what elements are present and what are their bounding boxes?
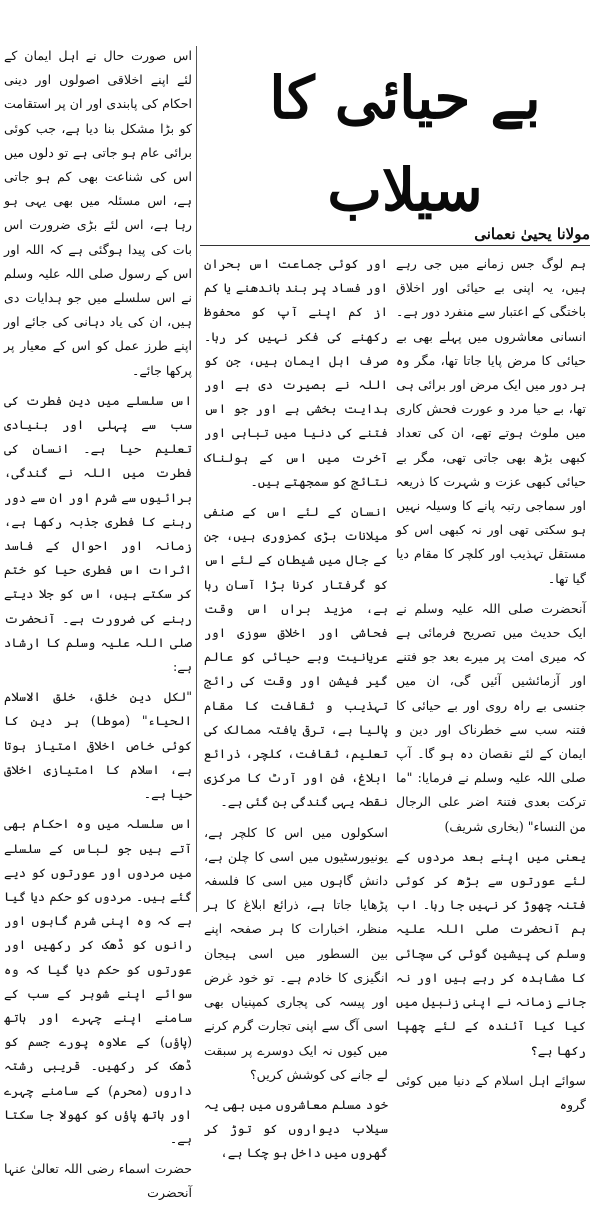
middle-column bbox=[204, 252, 388, 1161]
byline-divider bbox=[200, 245, 590, 246]
left-paragraph-2: اس سلسلے میں دین فطرت کی سب سے پہلی اور بنیادی تعلیم حیا ہے۔ انسان کی فطرت میں اللہ نے گندگی، برائیوں سے شرم اور ان سے دور رہنے کا فطری جذبہ رکھا ہے، زمانہ اور احوال کے فاسد اثرات اس فطری حیا کو ختم کر سکتے ہیں، اس کو جلا دیتے رہنے کی ضرورت ہے۔ آنحضرت صلی اللہ علیہ وسلم کا ارشاد ہے: bbox=[4, 392, 192, 675]
middle-paragraph-3: اسکولوں میں اس کا کلچر ہے، یونیورسٹیوں میں اسی کا چلن ہے، دانش گاہوں میں اسی کا فلسفہ پڑھایا جاتا ہے، ذرائع ابلاغ کا ہر منظر، اخبارات کا ہر صفحہ اپنے بین السطور میں اسی ہیجان انگیزی کا خادم ہے۔ تو خود غرض اور پیسہ کی پجاری کمپنیاں بھی اسی آگ سے اپنی تجارت گرم کرنے میں کیوں نہ ایک دوسرے پر سبقت لے جانے کی کوشش کریں؟ bbox=[204, 824, 388, 1082]
column-divider bbox=[196, 46, 197, 912]
right-paragraph-1: ہم لوگ جس زمانے میں جی رہے ہیں، یہ اپنی بے حیائی اور اخلاق باختگی کے اعتبار سے منفرد دور ہے۔ انسانی معاشروں میں پہلے بھی بے حیائی کا مرض پایا جاتا تھا، مگر وہ ہر دور میں ایک مرض اور برائی ہی تھا، بے حیا مرد و عورت فحش کاری میں ملوث ہوتے تھے، ان کی تعداد کبھی بڑھ بھی جاتی تھی، مگر بے حیائی کبھی عزت و شہرت کا ذریعہ اور سماجی رتبہ پانے کا وسیلہ نہیں ہو سکتی تھی اور نہ کبھی اس کو مستقل تہذیب اور کلچر کا مقام دیا گیا تھا۔ bbox=[396, 256, 586, 586]
right-paragraph-4: سوائے اہل اسلام کے دنیا میں کوئی گروہ bbox=[396, 1072, 586, 1112]
middle-paragraph-1: اور کوئی جماعت اس بحران اور فساد پر بند باندھنے یا کم از کم اپنے آپ کو محفوظ رکھنے کی فکر نہیں کر رہا۔ صرف اہل ایمان ہیں، جن کو اللہ نے بصیرت دی ہے اور ہدایت بخشی ہے اور جو اس فتنے کی دنیا میں تباہی اور آخرت میں اس کے ہولناک نتائج کو سمجھتے ہیں۔ bbox=[204, 256, 388, 489]
right-column bbox=[396, 252, 586, 1112]
middle-paragraph-4: خود مسلم معاشروں میں بھی یہ سیلاب دیواروں کو توڑ کر گھروں میں داخل ہو چکا ہے، bbox=[204, 1096, 388, 1161]
left-paragraph-hadith: "لکل دین خلق، خلق الاسلام الحیاء" (موطا) ہر دین کا کوئی خاص اخلاقی امتیاز ہوتا ہے، اسلام کا امتیازی اخلاق حیا ہے۔ bbox=[4, 689, 192, 802]
article-headline: بے حیائی کا سیلاب bbox=[269, 64, 541, 224]
right-paragraph-2: آنحضرت صلی اللہ علیہ وسلم نے ایک حدیث میں تصریح فرمائی ہے کہ میری امت پر میرے بعد جو فتنے اور آزمائشیں آئیں گی، ان میں جنسی بے راہ روی اور بے حیائی کا فتنہ سب سے خطرناک اور دین و ایمان کے لئے نقصان دہ ہو گا۔ آپ صلی اللہ علیہ وسلم نے فرمایا: "ما ترکت بعدی فتنۃ اضر علی الرجال من النساء" (بخاری شریف) bbox=[396, 600, 586, 834]
left-paragraph-1: اس صورت حال نے اہل ایمان کے لئے اپنے اخلاقی اصولوں اور دینی احکام کی پابندی اور ان پر استقامت کو بڑا مشکل بنا دیا ہے، جب کوئی برائی عام ہو جاتی ہے تو دلوں میں اس کی شناعت بھی کم ہو جاتی ہے، اس مسئلہ میں بھی یہی ہو رہا ہے، اس لئے بڑی ضرورت اس بات کی پیدا ہوگئی ہے کہ اللہ اور اس کے رسول صلی اللہ علیہ وسلم نے اس سلسلے میں جو ہدایات دی ہیں، ان کی یاد دہانی کی جائے اور اپنے طرز عمل کو اس کے معیار پر پرکھا جائے۔ bbox=[4, 48, 192, 378]
article-byline: مولانا یحییٰ نعمانی bbox=[474, 225, 590, 243]
middle-paragraph-2: انسان کے لئے اس کے صنفی میلانات بڑی کمزوری ہیں، جن کے جال میں شیطان کے لئے اس کو گرفتار کرنا بڑا آسان رہا ہے، مزید براں اس وقت فحاشی اور اخلاق سوزی اور عریانیت وبے حیائی کو عالم گیر فیشن اور وقت کی رائج تہذیب و ثقافت کا مقام پالیا ہے، ترقی یافتہ ممالک کی تعلیم، ثقافت، کلچر، ذرائع ابلاغ، فن اور آرٹ کا مرکزی نقطہ یہی گندگی بن گئی ہے۔ bbox=[204, 504, 388, 810]
right-paragraph-3: یعنی میں اپنے بعد مردوں کے لئے عورتوں سے بڑھ کر کوئی فتنہ چھوڑ کر نہیں جا رہا۔ اب ہم آنحضرت صلی اللہ علیہ وسلم کی پیشین گوئی کی سچائی کا مشاہدہ کر رہے ہیں اور نہ جانے زمانہ نے اپنی زنبیل میں کیا کیا آئندہ کے لئے چھپا رکھا ہے؟ bbox=[396, 848, 586, 1058]
left-paragraph-5: حضرت اسماء رضی اللہ تعالیٰ عنہا آنحضرت bbox=[4, 1161, 192, 1201]
left-column bbox=[4, 44, 192, 1201]
left-paragraph-4: اس سلسلہ میں وہ احکام بھی آتے ہیں جو لباس کے سلسلے میں مردوں اور عورتوں کو دیے گئے ہیں۔ مردوں کو حکم دیا گیا ہے کہ وہ اپنی شرم گاہوں اور رانوں کو ڈھک کر رکھیں اور عورتوں کو حکم دیا گیا کہ وہ سوائے اپنے شوہر کے سب کے سامنے اپنے چہرے اور ہاتھ (پاؤں) کے علاوہ پورے جسم کو ڈھک کر رکھیں۔ قریبی رشتہ داروں (محرم) کے سامنے چہرے اور ہاتھ پاؤں کو کھولا جا سکتا ہے۔ bbox=[4, 816, 192, 1146]
